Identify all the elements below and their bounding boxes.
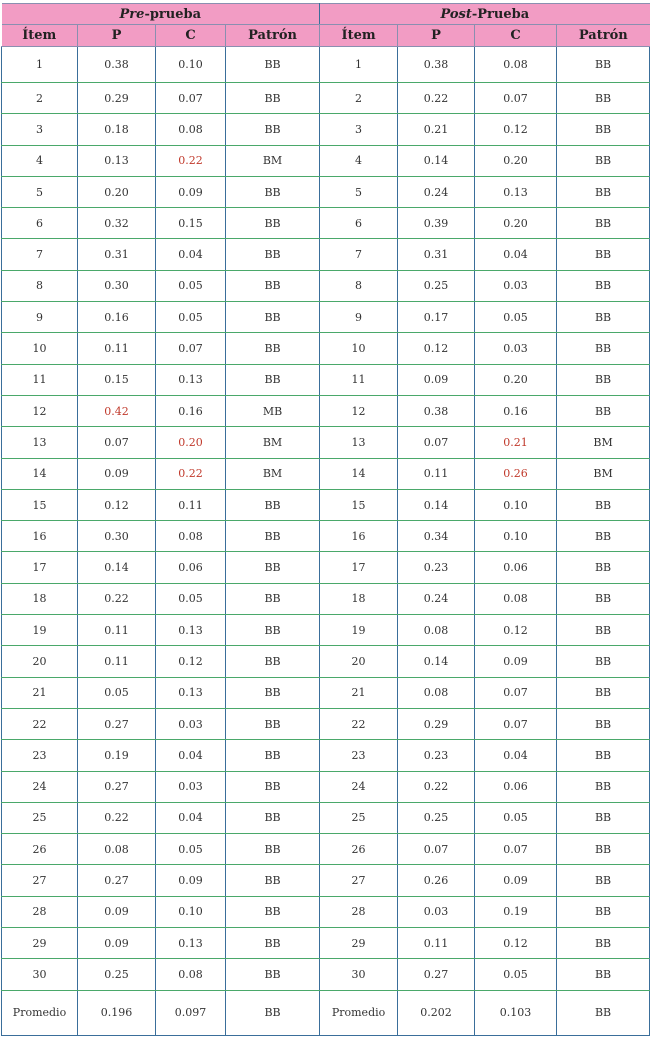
- table-cell: 0.05: [475, 302, 557, 333]
- table-cell: BB: [557, 47, 650, 83]
- table-cell: BB: [557, 145, 650, 176]
- table-cell: 25: [2, 802, 78, 833]
- table-cell: 0.17: [398, 302, 475, 333]
- table-cell: BB: [557, 364, 650, 395]
- table-cell: BB: [557, 677, 650, 708]
- table-cell: 0.20: [78, 176, 156, 207]
- table-cell: 0.12: [475, 114, 557, 145]
- table-cell: BB: [226, 521, 320, 552]
- table-cell: 0.11: [78, 333, 156, 364]
- table-cell: BB: [557, 239, 650, 270]
- table-cell: 0.08: [475, 583, 557, 614]
- table-cell: MB: [226, 395, 320, 426]
- table-cell: 27: [2, 865, 78, 896]
- table-cell: 1: [320, 47, 398, 83]
- table-cell: 16: [320, 521, 398, 552]
- table-cell: 0.05: [156, 270, 226, 301]
- table-cell: 0.13: [156, 928, 226, 959]
- table-cell: 0.08: [156, 114, 226, 145]
- table-row: [2, 208, 650, 239]
- table-cell: 0.14: [398, 145, 475, 176]
- table-cell: 14: [320, 458, 398, 489]
- table-cell: 0.38: [398, 395, 475, 426]
- table-cell: 0.27: [78, 865, 156, 896]
- table-cell: 15: [320, 489, 398, 520]
- table-row: [2, 302, 650, 333]
- table-cell: 0.06: [156, 552, 226, 583]
- table-cell: 0.32: [78, 208, 156, 239]
- table-cell: 0.09: [78, 458, 156, 489]
- table-cell: BB: [226, 83, 320, 114]
- table-cell: 0.22: [398, 83, 475, 114]
- table-cell: 0.09: [78, 896, 156, 927]
- column-header: C: [475, 25, 557, 47]
- table-cell: 0.15: [156, 208, 226, 239]
- table-cell: 0.30: [78, 270, 156, 301]
- table-cell: 23: [320, 740, 398, 771]
- table-cell: BB: [226, 990, 320, 1035]
- table-cell: BB: [226, 740, 320, 771]
- table-cell: 14: [2, 458, 78, 489]
- column-header: Patrón: [557, 25, 650, 47]
- table-cell: 20: [320, 646, 398, 677]
- table-cell: BB: [557, 615, 650, 646]
- table-cell: 17: [2, 552, 78, 583]
- table-cell: 0.12: [475, 928, 557, 959]
- table-cell: 0.31: [398, 239, 475, 270]
- table-cell: 0.20: [475, 208, 557, 239]
- table-cell: 0.21: [475, 427, 557, 458]
- table-cell: 9: [320, 302, 398, 333]
- table-cell: 23: [2, 740, 78, 771]
- table-cell: BM: [557, 427, 650, 458]
- table-cell: 19: [2, 615, 78, 646]
- table-row: [2, 708, 650, 739]
- table-cell: BB: [226, 771, 320, 802]
- table-cell: BB: [226, 302, 320, 333]
- table-cell: 0.08: [156, 959, 226, 990]
- table-cell: 0.11: [398, 928, 475, 959]
- table-cell: BB: [557, 646, 650, 677]
- table-row: [2, 771, 650, 802]
- table-cell: 3: [2, 114, 78, 145]
- table-cell: 0.08: [398, 615, 475, 646]
- table-cell: 0.103: [475, 990, 557, 1035]
- table-cell: 0.19: [78, 740, 156, 771]
- table-cell: 0.22: [78, 802, 156, 833]
- table-cell: 4: [320, 145, 398, 176]
- table-cell: BB: [557, 928, 650, 959]
- table-cell: 0.39: [398, 208, 475, 239]
- table-row: [2, 395, 650, 426]
- table-cell: BB: [557, 83, 650, 114]
- table-cell: 11: [320, 364, 398, 395]
- table-cell: 0.25: [398, 802, 475, 833]
- table-cell: 0.20: [475, 145, 557, 176]
- table-row: [2, 364, 650, 395]
- table-cell: 0.15: [78, 364, 156, 395]
- table-cell: 0.16: [78, 302, 156, 333]
- table-cell: BB: [226, 552, 320, 583]
- table-cell: 0.10: [156, 896, 226, 927]
- table-row: [2, 239, 650, 270]
- table-cell: BB: [557, 708, 650, 739]
- table-cell: 0.13: [156, 364, 226, 395]
- table-cell: 18: [320, 583, 398, 614]
- table-cell: 0.20: [156, 427, 226, 458]
- table-cell: 0.22: [78, 583, 156, 614]
- table-cell: 21: [2, 677, 78, 708]
- table-cell: BM: [226, 458, 320, 489]
- table-row: [2, 583, 650, 614]
- table-cell: BB: [226, 615, 320, 646]
- table-row: [2, 802, 650, 833]
- table-cell: 29: [2, 928, 78, 959]
- table-cell: BB: [226, 865, 320, 896]
- table-cell: BB: [557, 959, 650, 990]
- table-row: [2, 114, 650, 145]
- table-cell: 0.26: [398, 865, 475, 896]
- table-cell: BB: [557, 740, 650, 771]
- table-row: [2, 176, 650, 207]
- table-cell: 0.05: [475, 959, 557, 990]
- table-cell: BB: [226, 646, 320, 677]
- table-cell: 25: [320, 802, 398, 833]
- table-cell: 0.31: [78, 239, 156, 270]
- table-cell: 0.13: [78, 145, 156, 176]
- table-cell: 0.07: [156, 333, 226, 364]
- table-cell: BB: [226, 959, 320, 990]
- table-cell: 0.11: [78, 646, 156, 677]
- table-cell: 0.07: [475, 708, 557, 739]
- table-cell: BB: [226, 489, 320, 520]
- table-cell: 0.14: [398, 489, 475, 520]
- table-row: [2, 552, 650, 583]
- table-cell: BB: [226, 802, 320, 833]
- table-row: [2, 677, 650, 708]
- table-cell: 8: [2, 270, 78, 301]
- table-cell: 0.07: [475, 834, 557, 865]
- table-cell: 16: [2, 521, 78, 552]
- table-cell: 20: [2, 646, 78, 677]
- table-cell: BB: [557, 552, 650, 583]
- table-cell: BB: [226, 583, 320, 614]
- table-cell: 0.05: [475, 802, 557, 833]
- table-row: [2, 521, 650, 552]
- table-cell: BB: [226, 47, 320, 83]
- table-cell: BM: [226, 427, 320, 458]
- table-cell: 0.20: [475, 364, 557, 395]
- table-cell: 19: [320, 615, 398, 646]
- table-cell: 0.27: [78, 708, 156, 739]
- table-cell: BB: [226, 208, 320, 239]
- table-cell: 0.03: [156, 708, 226, 739]
- table-cell: 0.19: [475, 896, 557, 927]
- table-cell: BB: [226, 896, 320, 927]
- table-cell: 0.07: [78, 427, 156, 458]
- table-cell: BB: [557, 208, 650, 239]
- table-cell: 0.05: [156, 302, 226, 333]
- table-cell: 0.11: [398, 458, 475, 489]
- table-cell: 0.18: [78, 114, 156, 145]
- table-cell: 12: [320, 395, 398, 426]
- table-cell: 0.08: [78, 834, 156, 865]
- table-cell: BB: [557, 333, 650, 364]
- table-cell: BM: [226, 145, 320, 176]
- table-cell: 0.22: [156, 145, 226, 176]
- table-cell: BM: [557, 458, 650, 489]
- table-cell: 0.09: [475, 865, 557, 896]
- table-cell: BB: [226, 364, 320, 395]
- column-header: C: [156, 25, 226, 47]
- table-cell: 30: [320, 959, 398, 990]
- table-cell: 0.07: [398, 834, 475, 865]
- table-cell: BB: [226, 928, 320, 959]
- table-cell: 0.38: [398, 47, 475, 83]
- table-cell: 1: [2, 47, 78, 83]
- table-cell: 0.07: [475, 83, 557, 114]
- pre-test-header: Pre-prueba: [2, 4, 320, 25]
- table-cell: 0.04: [475, 239, 557, 270]
- table-cell: 0.08: [475, 47, 557, 83]
- table-cell: 0.21: [398, 114, 475, 145]
- table-cell: 0.04: [156, 802, 226, 833]
- table-cell: BB: [226, 270, 320, 301]
- table-cell: BB: [557, 834, 650, 865]
- table-cell: BB: [557, 583, 650, 614]
- table-row: [2, 333, 650, 364]
- table-cell: 0.09: [78, 928, 156, 959]
- table-cell: 7: [320, 239, 398, 270]
- table-cell: 0.05: [156, 834, 226, 865]
- table-cell: 26: [2, 834, 78, 865]
- table-row: [2, 427, 650, 458]
- table-row: [2, 959, 650, 990]
- table-row: [2, 615, 650, 646]
- table-cell: BB: [226, 677, 320, 708]
- table-cell: 0.23: [398, 552, 475, 583]
- table-cell: 0.34: [398, 521, 475, 552]
- table-cell: 0.13: [475, 176, 557, 207]
- table-cell: 2: [320, 83, 398, 114]
- table-cell: BB: [557, 176, 650, 207]
- table-cell: 0.14: [398, 646, 475, 677]
- table-cell: 0.42: [78, 395, 156, 426]
- table-cell: 0.09: [475, 646, 557, 677]
- table-cell: 0.16: [156, 395, 226, 426]
- table-cell: 0.25: [78, 959, 156, 990]
- table-cell: BB: [557, 865, 650, 896]
- table-cell: 0.06: [475, 552, 557, 583]
- table-cell: 0.05: [78, 677, 156, 708]
- table-cell: 17: [320, 552, 398, 583]
- table-cell: 0.14: [78, 552, 156, 583]
- table-cell: 0.29: [78, 83, 156, 114]
- table-cell: Promedio: [2, 990, 78, 1035]
- table-cell: 28: [320, 896, 398, 927]
- table-cell: 7: [2, 239, 78, 270]
- table-cell: BB: [557, 896, 650, 927]
- table-cell: 13: [320, 427, 398, 458]
- table-cell: 24: [2, 771, 78, 802]
- table-row: [2, 646, 650, 677]
- table-cell: 22: [2, 708, 78, 739]
- table-cell: 0.13: [156, 615, 226, 646]
- table-cell: 0.12: [156, 646, 226, 677]
- table-cell: 13: [2, 427, 78, 458]
- item-analysis-table: [1, 3, 650, 1036]
- table-cell: BB: [226, 114, 320, 145]
- table-row: [2, 458, 650, 489]
- column-header: P: [78, 25, 156, 47]
- table-cell: 0.07: [156, 83, 226, 114]
- table-cell: 8: [320, 270, 398, 301]
- table-row: [2, 740, 650, 771]
- table-cell: 0.22: [156, 458, 226, 489]
- table-cell: 15: [2, 489, 78, 520]
- table-cell: 0.06: [475, 771, 557, 802]
- table-cell: 5: [320, 176, 398, 207]
- table-cell: BB: [557, 302, 650, 333]
- table-cell: BB: [226, 239, 320, 270]
- table-cell: 0.03: [475, 333, 557, 364]
- table-cell: 0.24: [398, 583, 475, 614]
- table-cell: 0.196: [78, 990, 156, 1035]
- table-cell: 3: [320, 114, 398, 145]
- table-row: [2, 47, 650, 83]
- table-row: [2, 865, 650, 896]
- table-cell: BB: [557, 771, 650, 802]
- table-row: [2, 928, 650, 959]
- table-cell: BB: [557, 489, 650, 520]
- table-cell: 0.13: [156, 677, 226, 708]
- table-cell: 0.03: [156, 771, 226, 802]
- table-cell: 0.11: [78, 615, 156, 646]
- table-cell: 0.10: [156, 47, 226, 83]
- table-cell: 22: [320, 708, 398, 739]
- table-cell: 6: [320, 208, 398, 239]
- table-cell: Promedio: [320, 990, 398, 1035]
- table-cell: 5: [2, 176, 78, 207]
- table-cell: 29: [320, 928, 398, 959]
- table-cell: BB: [557, 270, 650, 301]
- table-cell: 0.30: [78, 521, 156, 552]
- table-cell: 0.38: [78, 47, 156, 83]
- column-header: P: [398, 25, 475, 47]
- average-row: [2, 990, 650, 1035]
- table-cell: 24: [320, 771, 398, 802]
- table-cell: BB: [557, 521, 650, 552]
- table-cell: 0.26: [475, 458, 557, 489]
- table-cell: BB: [557, 114, 650, 145]
- table-cell: 0.07: [475, 677, 557, 708]
- table-cell: 0.12: [398, 333, 475, 364]
- table-cell: 0.27: [78, 771, 156, 802]
- table-row: [2, 896, 650, 927]
- table-cell: 0.03: [398, 896, 475, 927]
- table-cell: 0.16: [475, 395, 557, 426]
- table-cell: 0.24: [398, 176, 475, 207]
- table-cell: 0.10: [475, 521, 557, 552]
- table-cell: 6: [2, 208, 78, 239]
- table-cell: 18: [2, 583, 78, 614]
- table-cell: 0.09: [398, 364, 475, 395]
- table-cell: 0.09: [156, 865, 226, 896]
- table-cell: 0.12: [475, 615, 557, 646]
- column-header: Ítem: [2, 25, 78, 47]
- table-cell: 0.09: [156, 176, 226, 207]
- table-cell: 2: [2, 83, 78, 114]
- table-cell: 0.27: [398, 959, 475, 990]
- table-cell: 0.08: [398, 677, 475, 708]
- table-cell: 0.10: [475, 489, 557, 520]
- column-header-row: [2, 25, 650, 47]
- table-cell: 0.202: [398, 990, 475, 1035]
- table-cell: BB: [557, 990, 650, 1035]
- table-row: [2, 270, 650, 301]
- table-cell: 0.25: [398, 270, 475, 301]
- table-cell: 11: [2, 364, 78, 395]
- table-cell: 0.097: [156, 990, 226, 1035]
- table-cell: 0.05: [156, 583, 226, 614]
- table-cell: BB: [557, 802, 650, 833]
- table-cell: 0.29: [398, 708, 475, 739]
- column-header: Ítem: [320, 25, 398, 47]
- column-header: Patrón: [226, 25, 320, 47]
- table-cell: 12: [2, 395, 78, 426]
- table-cell: BB: [226, 708, 320, 739]
- table-row: [2, 83, 650, 114]
- table-cell: 4: [2, 145, 78, 176]
- table-body: [2, 47, 650, 1036]
- table-row: [2, 145, 650, 176]
- table-row: [2, 834, 650, 865]
- table-cell: 10: [320, 333, 398, 364]
- group-header-row: [2, 4, 650, 25]
- table-cell: 10: [2, 333, 78, 364]
- table-row: [2, 489, 650, 520]
- table-cell: 0.12: [78, 489, 156, 520]
- table-cell: 0.04: [475, 740, 557, 771]
- table-cell: BB: [226, 834, 320, 865]
- table-cell: 0.23: [398, 740, 475, 771]
- table-cell: BB: [226, 176, 320, 207]
- table-cell: 0.11: [156, 489, 226, 520]
- table-cell: 0.22: [398, 771, 475, 802]
- table-cell: 27: [320, 865, 398, 896]
- table-cell: 30: [2, 959, 78, 990]
- table-cell: 21: [320, 677, 398, 708]
- table-cell: 0.07: [398, 427, 475, 458]
- table-cell: 9: [2, 302, 78, 333]
- table-cell: 0.04: [156, 740, 226, 771]
- table-cell: BB: [557, 395, 650, 426]
- table-cell: 26: [320, 834, 398, 865]
- table-cell: 28: [2, 896, 78, 927]
- table-cell: 0.08: [156, 521, 226, 552]
- table-cell: 0.04: [156, 239, 226, 270]
- table-cell: 0.03: [475, 270, 557, 301]
- post-test-header: Post-Prueba: [320, 4, 650, 25]
- table-cell: BB: [226, 333, 320, 364]
